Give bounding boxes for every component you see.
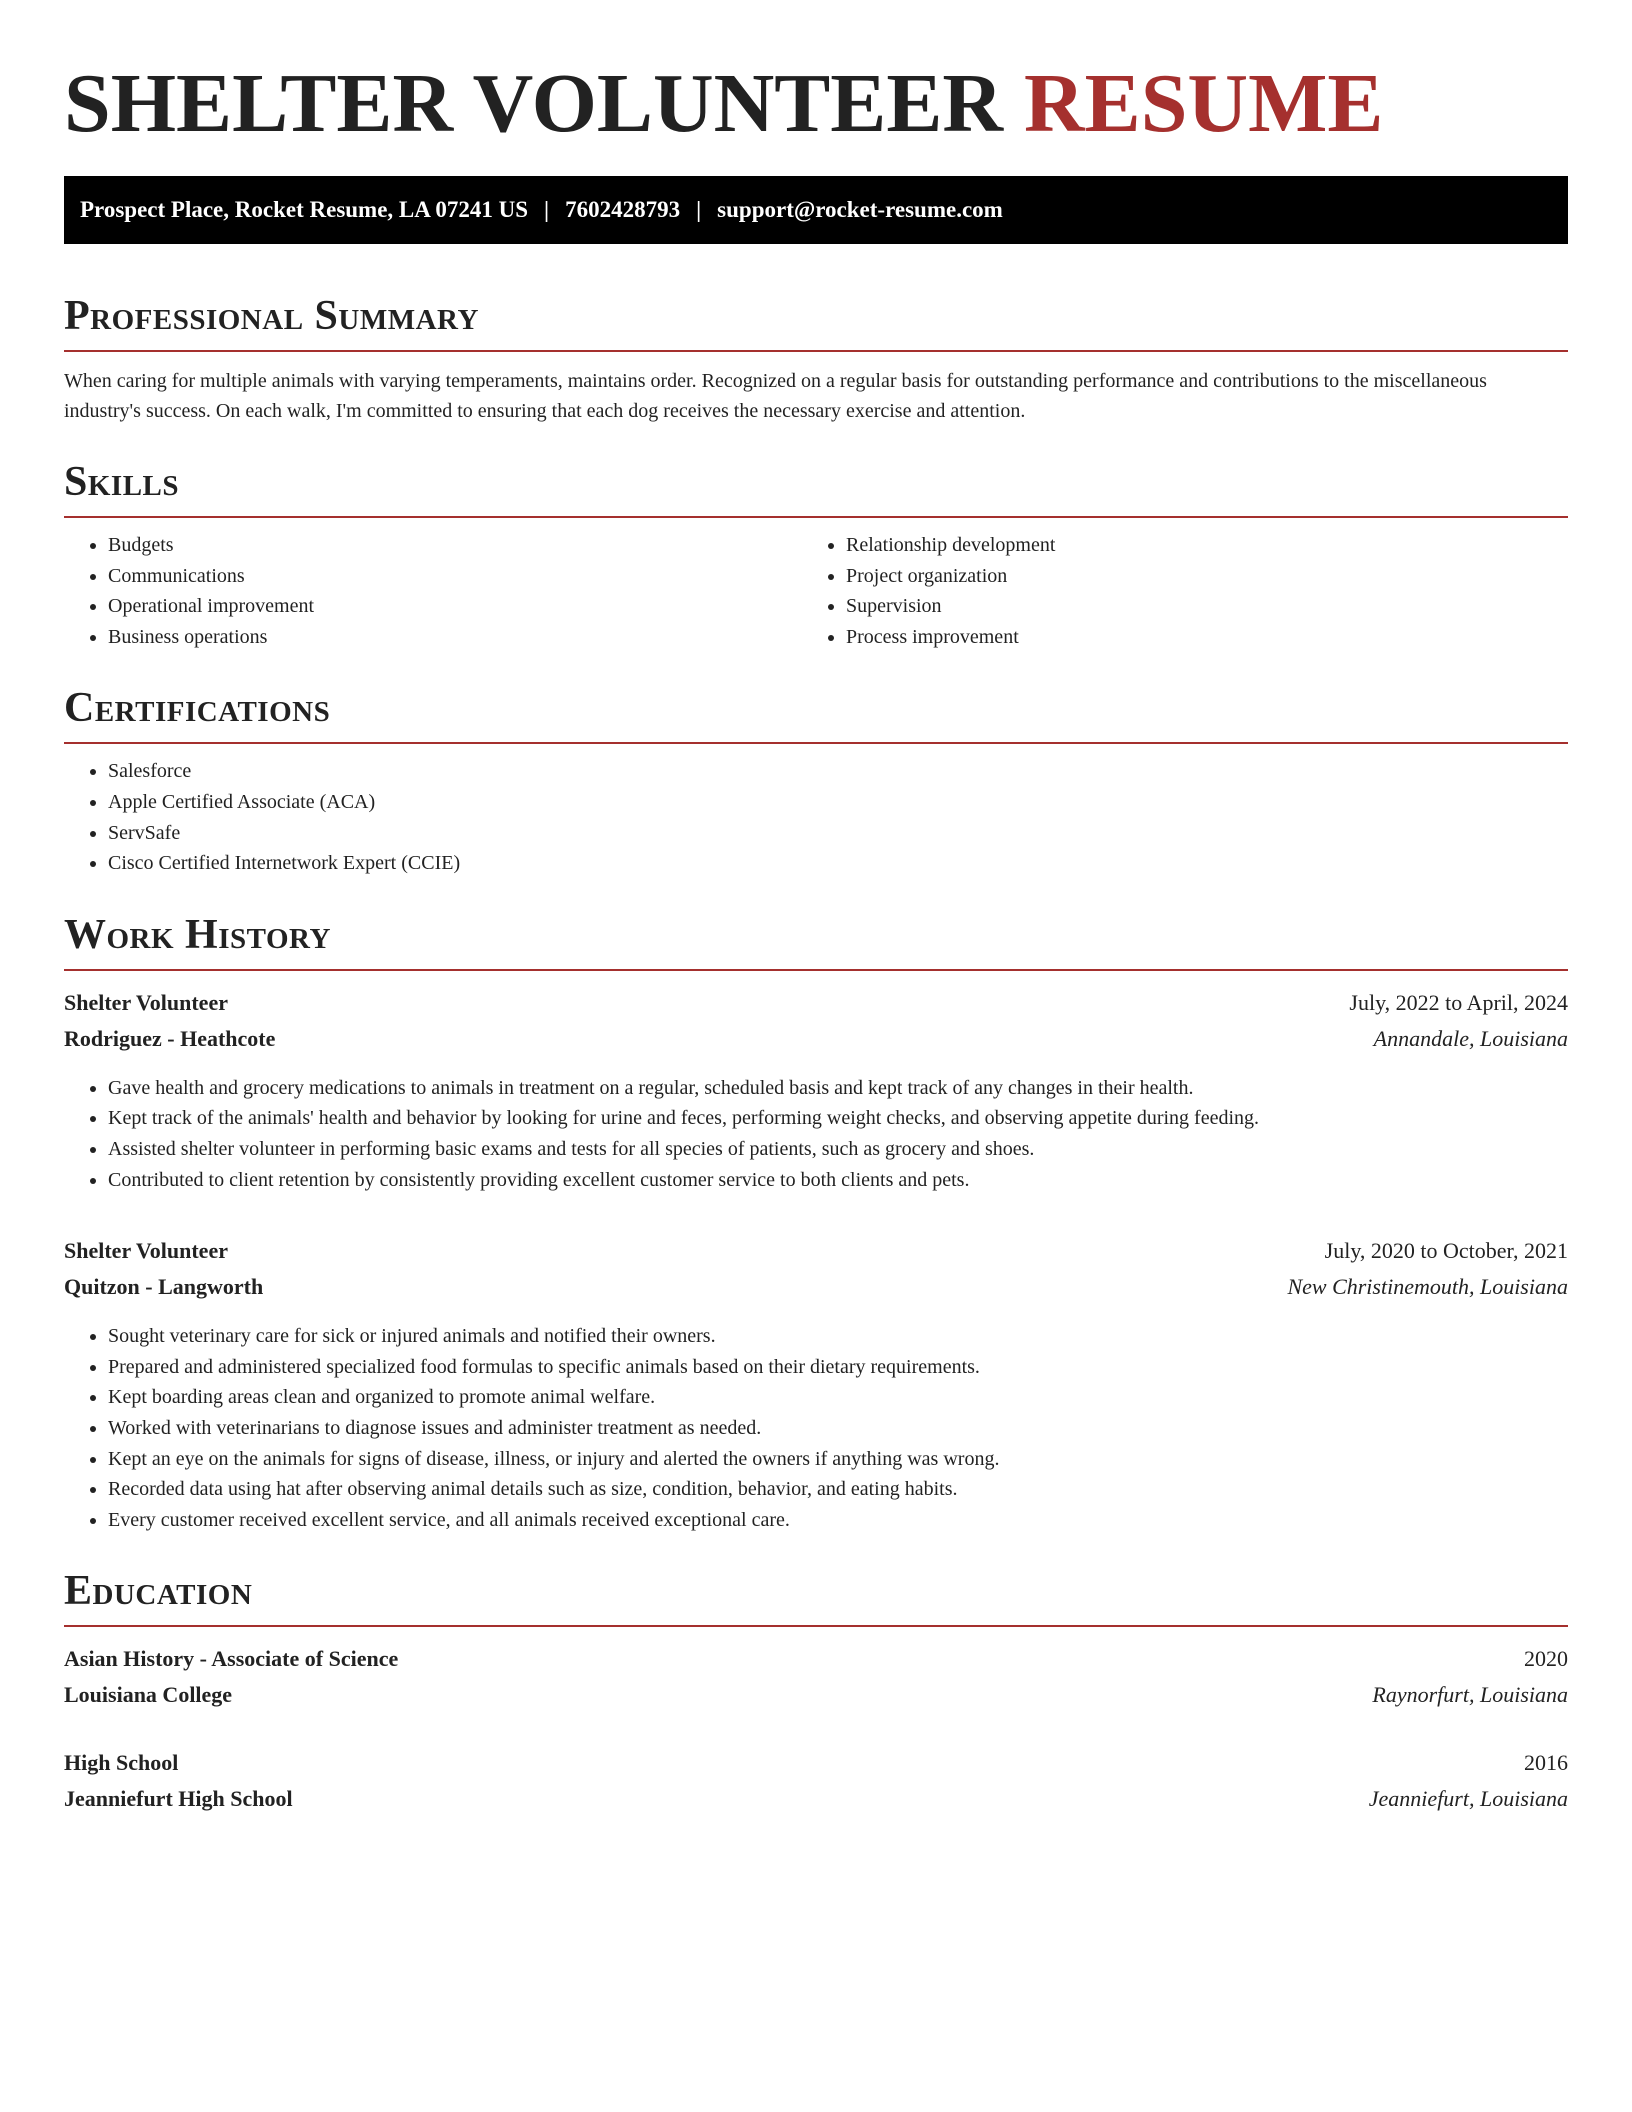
list-item: • Kept an eye on the animals for signs of disease, illness, or injury and alerted the owners if anything was wrong.	[108, 1444, 1568, 1475]
work-history-section	[64, 907, 1568, 1536]
education-school-row	[64, 1677, 1568, 1713]
list-item: • Budgets	[108, 530, 802, 561]
list-item: • Sought veterinary care for sick or injured animals and notified their owners.	[108, 1321, 1568, 1352]
list-item: • Supervision	[846, 591, 1540, 622]
education-school: Louisiana College	[64, 1682, 233, 1708]
contact-bar	[64, 176, 1568, 244]
education-location: Jeanniefurt, Louisiana	[1368, 1786, 1568, 1812]
education-header-row	[64, 1745, 1568, 1781]
list-item: • Recorded data using hat after observing animal details such as size, condition, behavior, and eating habits.	[108, 1474, 1568, 1505]
section-divider	[64, 516, 1568, 518]
education-school: Jeanniefurt High School	[64, 1786, 293, 1812]
skills-list-left	[64, 530, 802, 652]
skills-list-right	[802, 530, 1540, 652]
list-item: • Assisted shelter volunteer in performing basic exams and tests for all species of patients, such as grocery and shoes.	[108, 1134, 1568, 1165]
contact-address: Prospect Place, Rocket Resume, LA 07241 US	[80, 197, 529, 222]
resume-title	[64, 54, 1568, 154]
skills-grid	[64, 530, 1568, 652]
list-item: • Salesforce	[108, 756, 1568, 787]
education-degree: High School	[64, 1750, 179, 1776]
skills-heading: Skills	[64, 459, 180, 505]
list-item: • ServSafe	[108, 818, 1568, 849]
job-company-row	[64, 1269, 1568, 1305]
list-item: • Cisco Certified Internetwork Expert (CCIE)	[108, 848, 1568, 879]
certifications-heading: Certifications	[64, 685, 331, 732]
job-entry	[64, 985, 1568, 1195]
contact-separator: |	[696, 197, 702, 222]
job-title: Shelter Volunteer	[64, 989, 228, 1015]
job-title: Shelter Volunteer	[64, 1238, 228, 1264]
education-degree: Asian History - Associate of Science	[64, 1646, 399, 1672]
list-item: • Process improvement	[846, 622, 1540, 653]
title-main: SHELTER VOLUNTEER	[64, 57, 1004, 150]
job-dates: July, 2022 to April, 2024	[1349, 989, 1568, 1015]
job-header-row	[64, 1233, 1568, 1269]
summary-heading: Professional Summary	[64, 293, 479, 339]
job-location: Annandale, Louisiana	[1373, 1025, 1568, 1051]
job-location: New Christinemouth, Louisiana	[1287, 1274, 1568, 1300]
education-entry	[64, 1641, 1568, 1713]
section-divider	[64, 969, 1568, 971]
education-year: 2016	[1524, 1750, 1568, 1776]
summary-section	[64, 288, 1568, 426]
certifications-section	[64, 680, 1568, 878]
list-item: • Worked with veterinarians to diagnose issues and administer treatment as needed.	[108, 1413, 1568, 1444]
job-duties-list	[64, 1073, 1568, 1195]
title-accent: RESUME	[1024, 57, 1384, 150]
job-entry	[64, 1233, 1568, 1535]
list-item: • Kept boarding areas clean and organized to promote animal welfare.	[108, 1382, 1568, 1413]
job-company: Quitzon - Langworth	[64, 1274, 264, 1300]
list-item: • Communications	[108, 561, 802, 592]
list-item: • Business operations	[108, 622, 802, 653]
education-location: Raynorfurt, Louisiana	[1372, 1682, 1568, 1708]
job-company-row	[64, 1021, 1568, 1057]
work-history-heading: Work History	[64, 911, 331, 958]
education-school-row	[64, 1781, 1568, 1817]
education-section	[64, 1563, 1568, 1817]
education-entry	[64, 1745, 1568, 1817]
list-item: • Prepared and administered specialized food formulas to specific animals based on their dietary requirements.	[108, 1352, 1568, 1383]
contact-email: support@rocket-resume.com	[717, 197, 1003, 222]
list-item: • Operational improvement	[108, 591, 802, 622]
list-item: • Gave health and grocery medications to animals in treatment on a regular, scheduled basis and kept track of any changes in their health.	[108, 1073, 1568, 1104]
education-header-row	[64, 1641, 1568, 1677]
section-divider	[64, 1625, 1568, 1627]
section-divider	[64, 350, 1568, 352]
certifications-list	[64, 756, 1568, 878]
section-divider	[64, 742, 1568, 744]
list-item: • Apple Certified Associate (ACA)	[108, 787, 1568, 818]
list-item: • Project organization	[846, 561, 1540, 592]
list-item: • Contributed to client retention by consistently providing excellent customer service to both clients and pets.	[108, 1165, 1568, 1196]
skills-section	[64, 454, 1568, 652]
education-heading: Education	[64, 1568, 253, 1615]
job-company: Rodriguez - Heathcote	[64, 1025, 276, 1051]
list-item: • Every customer received excellent service, and all animals received exceptional care.	[108, 1505, 1568, 1536]
summary-text: When caring for multiple animals with varying temperaments, maintains order. Recognized on a regular basis for outstanding performance and contributions to the miscellaneous industry's success. On each walk, I'm committed to ensuring that each dog receives the necessary exercise and attention.	[64, 370, 1487, 422]
job-dates: July, 2020 to October, 2021	[1324, 1238, 1568, 1264]
list-item: • Kept track of the animals' health and behavior by looking for urine and feces, performing weight checks, and observing appetite during feeding.	[108, 1103, 1568, 1134]
job-header-row	[64, 985, 1568, 1021]
contact-separator: |	[544, 197, 550, 222]
job-duties-list	[64, 1321, 1568, 1535]
contact-phone: 7602428793	[565, 197, 681, 222]
list-item: • Relationship development	[846, 530, 1540, 561]
education-year: 2020	[1524, 1646, 1568, 1672]
